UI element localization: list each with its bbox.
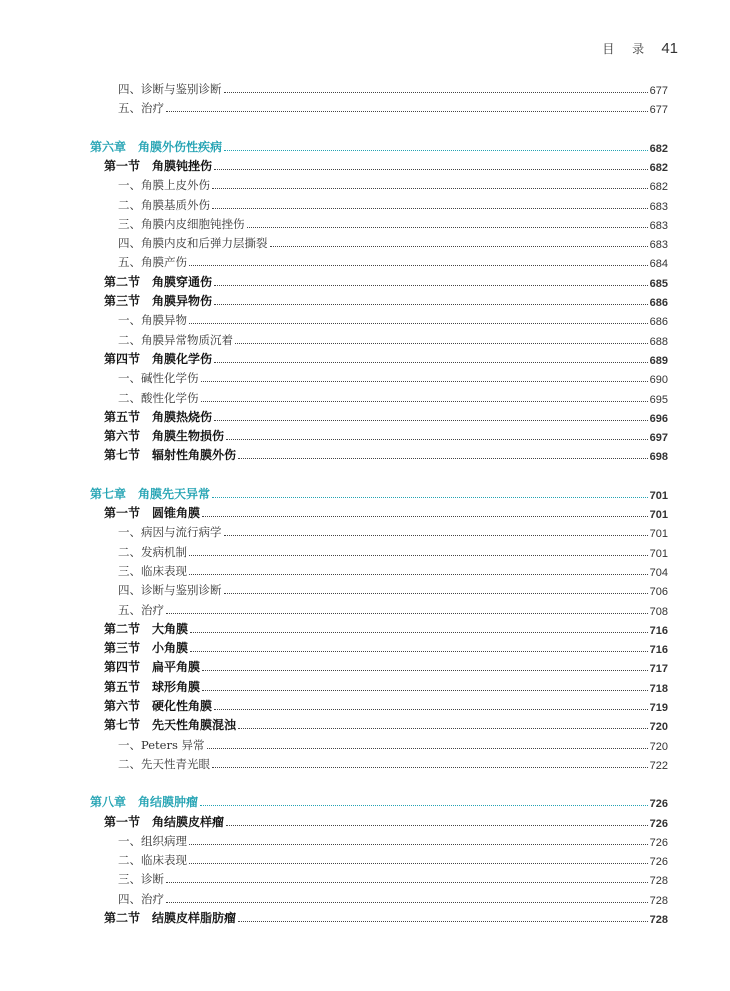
toc-entry-title: 第三节 小角膜 <box>104 641 189 656</box>
toc-entry-title: 三、诊断 <box>118 872 164 887</box>
toc-section-entry[interactable] <box>104 618 668 637</box>
toc-section-entry[interactable] <box>104 676 668 695</box>
toc-section-entry[interactable] <box>104 811 668 830</box>
dot-leader <box>238 921 648 922</box>
toc-entry-page-number: 682 <box>649 142 668 155</box>
toc-entry-page-number: 683 <box>649 200 668 213</box>
toc-entry-page-number: 682 <box>649 181 668 194</box>
dot-leader <box>226 439 648 440</box>
toc-sub-entry[interactable] <box>118 599 668 618</box>
toc-entry-title: 二、角膜异常物质沉着 <box>118 332 233 347</box>
toc-sub-entry[interactable] <box>118 387 668 406</box>
toc-entry-page-number: 726 <box>649 856 668 869</box>
dot-leader <box>202 516 648 517</box>
toc-chapter-entry[interactable] <box>90 791 668 810</box>
toc-entry-page-number: 701 <box>649 509 668 521</box>
dot-leader <box>189 574 648 575</box>
dot-leader <box>201 401 648 402</box>
dot-leader <box>189 323 648 324</box>
toc-section-entry[interactable] <box>104 155 668 174</box>
toc-sub-entry[interactable] <box>118 232 668 251</box>
toc-entry-page-number: 722 <box>649 759 668 772</box>
toc-entry-title: 第二节 角膜穿通伤 <box>104 274 213 289</box>
toc-sub-entry[interactable] <box>118 753 668 772</box>
dot-leader <box>212 767 648 768</box>
toc-entry-page-number: 716 <box>649 644 668 657</box>
header-page-number: 41 <box>661 40 678 57</box>
toc-entry-title: 第一节 角膜钝挫伤 <box>104 158 213 173</box>
dot-leader <box>214 420 648 421</box>
dot-leader <box>190 632 648 633</box>
dot-leader <box>224 92 648 93</box>
toc-sub-entry[interactable] <box>118 194 668 213</box>
toc-entry-title: 四、诊断与鉴别诊断 <box>118 583 222 598</box>
toc-entry-page-number: 718 <box>649 682 668 695</box>
toc-section-entry[interactable] <box>104 907 668 926</box>
dot-leader <box>189 555 648 556</box>
toc-entry-page-number: 677 <box>649 104 668 117</box>
toc-entry-page-number: 697 <box>649 432 668 445</box>
dot-leader <box>214 169 648 170</box>
dot-leader <box>202 690 648 691</box>
dot-leader <box>238 728 648 729</box>
toc-entry-title: 一、Peters 异常 <box>118 737 205 752</box>
dot-leader <box>201 381 648 382</box>
toc-entry-title: 第七节 先天性角膜混浊 <box>104 718 237 733</box>
dot-leader <box>214 362 648 363</box>
toc-entry-page-number: 720 <box>649 740 668 753</box>
toc-entry-page-number: 684 <box>649 258 668 271</box>
dot-leader <box>189 265 648 266</box>
dot-leader <box>238 458 648 459</box>
dot-leader <box>190 651 648 652</box>
toc-chapter-entry[interactable] <box>90 483 668 502</box>
toc-sub-entry[interactable] <box>118 329 668 348</box>
dot-leader <box>247 227 648 228</box>
toc-entry-title: 四、诊断与鉴别诊断 <box>118 82 222 96</box>
toc-entry-title: 三、角膜内皮细胞钝挫伤 <box>118 216 245 231</box>
toc-entry-title: 三、临床表现 <box>118 563 187 578</box>
toc-entry-page-number: 688 <box>649 335 668 348</box>
toc-entry-title: 二、临床表现 <box>118 853 187 868</box>
dot-leader <box>212 497 648 498</box>
dot-leader <box>189 844 648 845</box>
toc-sub-entry[interactable] <box>118 830 668 849</box>
toc-entry-page-number: 690 <box>649 374 668 387</box>
toc-section-entry[interactable] <box>104 714 668 733</box>
toc-entry-page-number: 683 <box>649 239 668 252</box>
toc-section-entry[interactable] <box>104 406 668 425</box>
toc-entry-title: 第六节 硬化性角膜 <box>104 699 213 713</box>
dot-leader <box>270 246 648 247</box>
toc-entry-title: 第四节 扁平角膜 <box>104 660 201 675</box>
toc-sub-entry[interactable] <box>118 213 668 232</box>
toc-entry-page-number: 696 <box>649 412 668 425</box>
toc-sub-entry[interactable] <box>118 174 668 193</box>
toc-entry-page-number: 683 <box>649 219 668 232</box>
toc-entry-page-number: 720 <box>649 721 668 734</box>
toc-sub-entry[interactable] <box>118 97 668 116</box>
toc-sub-entry[interactable] <box>118 251 668 270</box>
toc-section-entry[interactable] <box>104 695 668 714</box>
toc-section-entry[interactable] <box>104 290 668 309</box>
toc-entry-page-number: 701 <box>649 547 668 560</box>
toc-sub-entry[interactable] <box>118 367 668 386</box>
dot-leader <box>214 709 648 710</box>
toc-entry-title: 一、病因与流行病学 <box>118 525 222 540</box>
toc-sub-entry[interactable] <box>118 560 668 579</box>
dot-leader <box>214 285 648 286</box>
toc-sub-entry[interactable] <box>118 734 668 753</box>
toc-entry-title: 五、治疗 <box>118 602 164 617</box>
toc-entry-title: 第二节 大角膜 <box>104 621 189 636</box>
toc-entry-page-number: 695 <box>649 393 668 406</box>
toc-entry-title: 第一节 圆锥角膜 <box>104 506 201 520</box>
toc-entry-title: 二、先天性青光眼 <box>118 756 210 771</box>
header-section-title: 目 录 <box>602 42 652 56</box>
toc-entry-page-number: 686 <box>649 297 668 309</box>
dot-leader <box>212 188 648 189</box>
toc-entry-title: 五、治疗 <box>118 101 164 116</box>
toc-entry-page-number: 704 <box>649 566 668 579</box>
toc-entry-page-number: 719 <box>649 702 668 714</box>
toc-chapter-entry[interactable] <box>90 136 668 155</box>
toc-entry-title: 二、酸性化学伤 <box>118 390 199 405</box>
toc-entry-title: 四、治疗 <box>118 891 164 906</box>
toc-entry-page-number: 677 <box>649 85 668 97</box>
dot-leader <box>224 593 648 594</box>
toc-entry-title: 二、发病机制 <box>118 544 187 559</box>
toc-entry-page-number: 717 <box>649 663 668 676</box>
toc-entry-page-number: 726 <box>649 798 668 811</box>
dot-leader <box>214 304 648 305</box>
toc-sub-entry[interactable] <box>118 541 668 560</box>
toc-entry-title: 四、角膜内皮和后弹力层撕裂 <box>118 236 268 251</box>
toc-entry-title: 第六节 角膜生物损伤 <box>104 429 225 444</box>
dot-leader <box>207 748 648 749</box>
toc-entry-page-number: 685 <box>649 277 668 290</box>
dot-leader <box>166 613 648 614</box>
toc-entry-title: 一、组织病理 <box>118 833 187 848</box>
toc-entry-title: 一、碱性化学伤 <box>118 371 199 386</box>
toc-section-entry[interactable] <box>104 637 668 656</box>
toc-entry-page-number: 682 <box>649 161 668 174</box>
toc-entry-page-number: 706 <box>649 586 668 599</box>
toc-entry-page-number: 728 <box>649 894 668 907</box>
toc-section-entry[interactable] <box>104 348 668 367</box>
toc-entry-page-number: 689 <box>649 354 668 367</box>
toc-entry-title: 五、角膜产伤 <box>118 255 187 270</box>
toc-sub-entry[interactable] <box>118 868 668 887</box>
toc-entry-page-number: 701 <box>649 528 668 541</box>
toc-entry-title: 第七节 辐射性角膜外伤 <box>104 448 237 463</box>
toc-entry-page-number: 728 <box>649 875 668 888</box>
toc-entry-title: 第四节 角膜化学伤 <box>104 351 213 366</box>
toc-entry-page-number: 716 <box>649 624 668 637</box>
toc-entry-page-number: 686 <box>649 316 668 329</box>
toc-sub-entry[interactable] <box>118 521 668 540</box>
toc-section-entry[interactable] <box>104 444 668 463</box>
toc-entry-page-number: 726 <box>649 817 668 830</box>
dot-leader <box>189 863 648 864</box>
toc-entry-title: 一、角膜异物 <box>118 313 187 328</box>
toc-section-entry[interactable] <box>104 656 668 675</box>
dot-leader <box>200 805 648 806</box>
dot-leader <box>212 208 648 209</box>
dot-leader <box>224 535 648 536</box>
toc-entry-page-number: 708 <box>649 605 668 618</box>
toc-entry-title: 第一节 角结膜皮样瘤 <box>104 814 225 829</box>
dot-leader <box>224 150 648 151</box>
toc-entry-title: 一、角膜上皮外伤 <box>118 178 210 193</box>
toc-entry-title: 第五节 球形角膜 <box>104 679 201 694</box>
toc-sub-entry[interactable] <box>118 888 668 907</box>
toc-sub-entry[interactable] <box>118 579 668 598</box>
dot-leader <box>166 902 648 903</box>
running-header <box>602 40 678 57</box>
toc-entry-title: 第七章 角膜先天异常 <box>90 486 211 501</box>
dot-leader <box>226 825 648 826</box>
toc-entry-page-number: 726 <box>649 836 668 849</box>
dot-leader <box>166 882 648 883</box>
toc-section-entry[interactable] <box>104 271 668 290</box>
toc-entry-title: 第五节 角膜热烧伤 <box>104 409 213 424</box>
toc-sub-entry[interactable] <box>118 309 668 328</box>
toc-entry-page-number: 701 <box>649 489 668 502</box>
toc-entry-page-number: 698 <box>649 451 668 464</box>
dot-leader <box>235 343 648 344</box>
toc-entry-title: 第三节 角膜异物伤 <box>104 294 213 308</box>
dot-leader <box>166 111 648 112</box>
dot-leader <box>202 670 648 671</box>
toc-entry-title: 第六章 角膜外伤性疾病 <box>90 139 223 154</box>
toc-entry-title: 第八章 角结膜肿瘤 <box>90 795 199 810</box>
toc-sub-entry[interactable] <box>118 849 668 868</box>
toc-entry-title: 二、角膜基质外伤 <box>118 197 210 212</box>
toc-entry-page-number: 728 <box>649 914 668 926</box>
toc-sub-entry[interactable] <box>118 78 668 97</box>
toc-section-entry[interactable] <box>104 425 668 444</box>
toc-section-entry[interactable] <box>104 502 668 521</box>
toc-entry-title: 第二节 结膜皮样脂肪瘤 <box>104 911 237 925</box>
